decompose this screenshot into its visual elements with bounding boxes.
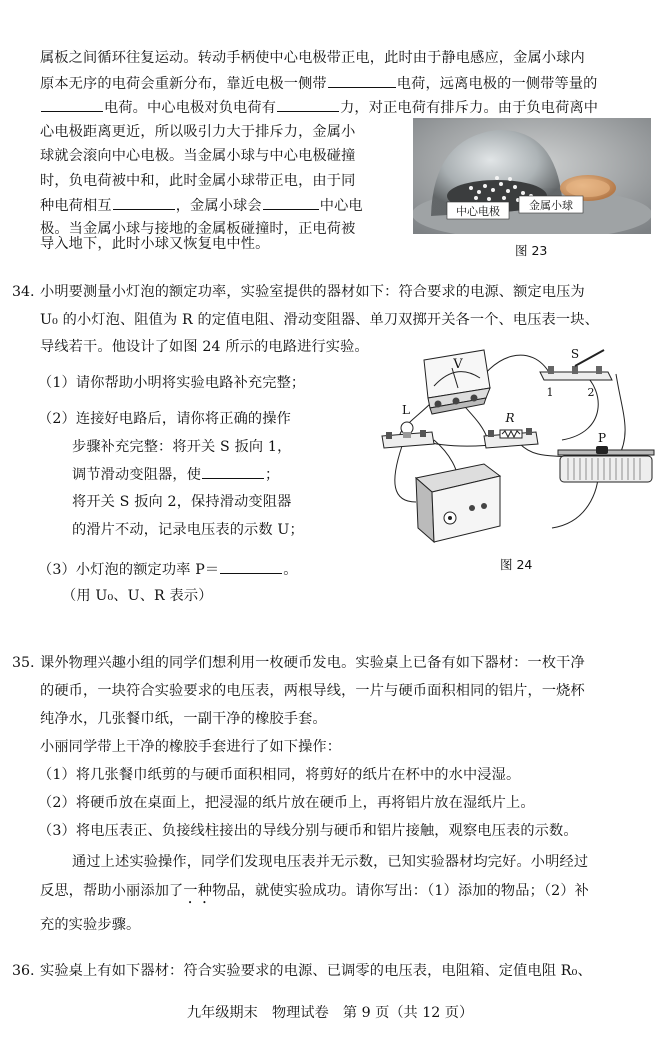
question-35-number: 35. [12, 655, 35, 671]
q35-line-9: 反思，帮助小丽添加了一种物品，就使实验成功。请你写出：（1）添加的物品；（2）补 [40, 883, 590, 899]
q35-line-3: 纯净水，几张餐巾纸，一副干净的橡胶手套。 [40, 711, 327, 727]
intro-line-1: 属板之间循环往复运动。转动手柄使中心电极带正电，此时由于静电感应，金属小球内 [40, 50, 585, 66]
q34-line-2: U₀ 的小灯泡、阻值为 R 的定值电阻、滑动变阻器、单刀双掷开关各一个、电压表一块、 [40, 312, 599, 328]
q34-part-2-line-5: 的滑片不动，记录电压表的示数 U； [72, 522, 304, 538]
question-34-number: 34. [12, 284, 35, 300]
intro-line-4: 心电极距离更近，所以吸引力大于排斥力，金属小 [40, 124, 356, 140]
rheostat-P-label: P [597, 431, 607, 445]
q35-line-2: 的硬币，一块符合实验要求的电压表，两根导线，一片与硬币面积相同的铝片，一烧杯 [40, 683, 585, 699]
q35-step-1: （1）将几张餐巾纸剪的与硬币面积相同，将剪好的纸片在杯中的水中浸湿。 [38, 767, 521, 783]
intro-line-3: 电荷。中心电极对负电荷有 力，对正电荷有排斥力。由于负电荷离中 [40, 97, 598, 118]
q36-line-1: 实验桌上有如下器材：符合实验要求的电源、已调零的电压表，电阻箱、定值电阻 R₀、 [40, 963, 592, 979]
switch-terminal-2-label: 2 [587, 386, 595, 399]
q35-line-1: 课外物理兴趣小组的同学们想利用一枚硬币发电。实验桌上已备有如下器材：一枚干净 [40, 655, 585, 671]
q34-part-1: （1）请你帮助小明将实验电路补充完整； [38, 375, 306, 391]
switch-terminal-1-label: 1 [546, 386, 554, 399]
intro-line-9: 导入地下，此时小球又恢复电中性。 [40, 236, 270, 252]
figure-23-photo [413, 118, 651, 234]
answer-blank[interactable] [328, 73, 396, 88]
answer-blank[interactable] [113, 195, 175, 210]
circuit-apparatus-drawing [372, 332, 658, 554]
answer-blank[interactable] [277, 97, 339, 112]
switch-S [540, 347, 612, 399]
q34-line-1: 小明要测量小灯泡的额定功率，实验室提供的器材如下：符合要求的电源、额定电压为 [40, 284, 585, 300]
figure-23-caption: 图 23 [515, 243, 548, 258]
emphasized-text: 一种 [183, 883, 213, 899]
q34-part-2-line-1: （2）连接好电路后，请你将正确的操作 [38, 411, 291, 427]
rheostat-P [558, 431, 654, 482]
electrostatic-demo-photo [413, 118, 651, 234]
q34-line-3: 导线若干。他设计了如图 24 所示的电路进行实验。 [40, 339, 369, 355]
page-footer: 九年级期末 物理试卷 第 9 页（共 12 页） [186, 1005, 474, 1021]
q34-part-2-line-4: 将开关 S 扳向 2，保持滑动变阻器 [72, 494, 292, 510]
question-36-number: 36. [12, 963, 35, 979]
lamp-L [382, 403, 434, 448]
figure-24-caption: 图 24 [500, 557, 533, 572]
q34-part-2-line-3: 调节滑动变阻器，使 ； [72, 464, 279, 485]
label-center-electrode: 中心电极 [456, 205, 500, 218]
intro-line-5: 球就会滚向中心电极。当金属小球与中心电极碰撞 [40, 148, 356, 164]
voltmeter [424, 350, 490, 414]
q34-part-3-line-2: （用 U₀、U、R 表示） [62, 588, 213, 604]
figure-24-circuit [372, 332, 658, 554]
switch-S-label: S [570, 347, 580, 361]
q34-part-2-line-2: 步骤补充完整：将开关 S 扳向 1， [72, 439, 292, 455]
q35-line-4: 小丽同学带上干净的橡胶手套进行了如下操作： [40, 739, 342, 755]
resistor-R [484, 411, 538, 448]
answer-blank[interactable] [220, 559, 282, 574]
power-supply [416, 464, 500, 542]
q34-part-3-line-1: （3）小灯泡的额定功率 P＝ 。 [38, 559, 298, 580]
q35-line-8: 通过上述实验操作，同学们发现电压表并无示数，已知实验器材均完好。小明经过 [72, 854, 589, 870]
answer-blank[interactable] [41, 97, 103, 112]
q35-step-2: （2）将硬币放在桌面上，把浸湿的纸片放在硬币上，再将铝片放在湿纸片上。 [38, 795, 535, 811]
answer-blank[interactable] [202, 464, 264, 479]
intro-line-7: 种电荷相互 ，金属小球会 中心电 [40, 195, 363, 216]
voltmeter-V-label: V [453, 357, 463, 372]
intro-line-8: 极。当金属小球与接地的金属板碰撞时，正电荷被 [40, 221, 356, 237]
q35-step-3: （3）将电压表正、负接线柱接出的导线分别与硬币和铝片接触，观察电压表的示数。 [38, 823, 578, 839]
resistor-R-label: R [505, 411, 515, 425]
answer-blank[interactable] [263, 195, 319, 210]
q35-line-10: 充的实验步骤。 [40, 917, 141, 933]
lamp-L-label: L [402, 403, 410, 417]
intro-line-2: 原本无序的电荷会重新分布，靠近电极一侧带 电荷，远离电极的一侧带等量的 [40, 73, 598, 94]
label-metal-ball: 金属小球 [529, 199, 573, 212]
intro-line-6: 时，负电荷被中和，此时金属小球带正电，由于同 [40, 173, 356, 189]
